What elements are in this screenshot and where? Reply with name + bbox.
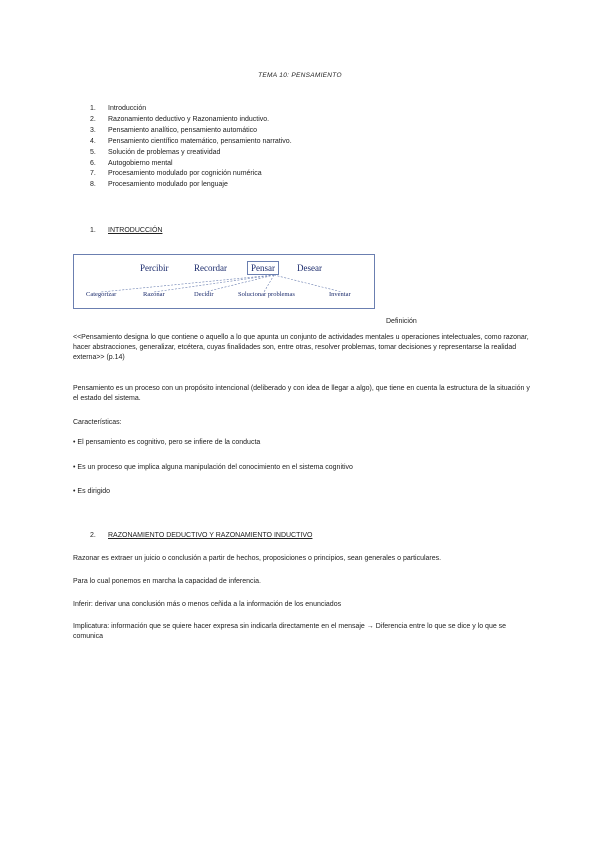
features-label: Características: [73, 419, 122, 426]
page-title: TEMA 10: PENSAMIENTO [258, 72, 342, 79]
feature-item: • Es dirigido [73, 488, 111, 495]
definition-quote: <<Pensamiento designa lo que contiene o aquello a lo que apunta un conjunto de actividades mentales u operaciones intelectuales, como razonar, hacer abstracciones, generalizar, etcétera, cuyas finalidades son, entre otras, resolver problemas, tomar decisiones y representarse la realidad externa>> (p.14) [73, 334, 529, 362]
toc-label: Autogobierno mental [108, 159, 173, 167]
toc-item [90, 148, 292, 159]
section-number: 2. [90, 532, 96, 539]
toc-number: 1. [90, 105, 96, 112]
toc-item [90, 104, 292, 115]
feature-item: • Es un proceso que implica alguna manipulación del conocimiento en el sistema cognitivo [73, 464, 353, 471]
toc-item [90, 126, 292, 137]
section-heading-introduccion [90, 227, 162, 234]
definition-label: Definición [386, 318, 417, 325]
section-heading-razonamiento [90, 532, 312, 539]
paragraph-process: Pensamiento es un proceso con un propósito intencional (deliberado y con idea de llegar a algo), que tiene en cuenta la estructura de la situación y el estado del sistema. [73, 385, 530, 403]
diagram-node-solucionar-problemas: Solucionar problemas [238, 291, 295, 298]
toc-item [90, 180, 292, 191]
feature-item: • El pensamiento es cognitivo, pero se infiere de la conducta [73, 439, 261, 446]
toc-item [90, 169, 292, 180]
toc-item [90, 137, 292, 148]
diagram-node-pensar: Pensar [247, 261, 279, 275]
thinking-diagram [73, 254, 375, 309]
toc-number: 7. [90, 170, 96, 178]
diagram-node-categorizar: Categorizar [86, 291, 117, 298]
toc-label: Procesamiento modulado por cognición numérica [108, 170, 262, 178]
toc-number: 8. [90, 181, 96, 189]
toc-number: 4. [90, 137, 96, 145]
diagram-node-percibir: Percibir [140, 263, 169, 273]
paragraph-implicatura: Implicatura: información que se quiere hacer expresa sin indicarla directamente en el mensaje → Diferencia entre lo que se dice y lo que se comunica [73, 623, 507, 641]
toc-label: Solución de problemas y creatividad [108, 148, 221, 156]
toc-label: Introducción [108, 105, 147, 112]
paragraph-razonar: Razonar es extraer un juicio o conclusión a partir de hechos, proposiciones o principios, sean generales o particulares. [73, 555, 442, 562]
section-title: INTRODUCCIÓN [108, 227, 163, 234]
section-number: 1. [90, 227, 96, 234]
diagram-node-recordar: Recordar [194, 263, 227, 273]
toc-item [90, 115, 292, 126]
toc-number: 6. [90, 159, 96, 167]
toc-number: 2. [90, 115, 96, 123]
diagram-node-decidir: Decidir [194, 291, 214, 298]
table-of-contents [90, 104, 292, 191]
diagram-node-inventar: Inventar [329, 291, 351, 298]
diagram-node-desear: Desear [297, 263, 322, 273]
paragraph-inferencia: Para lo cual ponemos en marcha la capacidad de inferencia. [73, 578, 261, 585]
toc-label: Pensamiento científico matemático, pensamiento narrativo. [108, 137, 292, 145]
paragraph-inferir: Inferir: derivar una conclusión más o menos ceñida a la información de los enunciados [73, 601, 342, 608]
toc-item [90, 159, 292, 170]
toc-label: Pensamiento analítico, pensamiento automático [108, 126, 258, 134]
toc-number: 5. [90, 148, 96, 156]
diagram-node-razonar: Razonar [143, 291, 165, 298]
section-title: RAZONAMIENTO DEDUCTIVO Y RAZONAMIENTO INDUCTIVO [108, 532, 313, 539]
toc-label: Razonamiento deductivo y Razonamiento inductivo. [108, 115, 270, 123]
toc-number: 3. [90, 126, 96, 134]
toc-label: Procesamiento modulado por lenguaje [108, 181, 228, 189]
